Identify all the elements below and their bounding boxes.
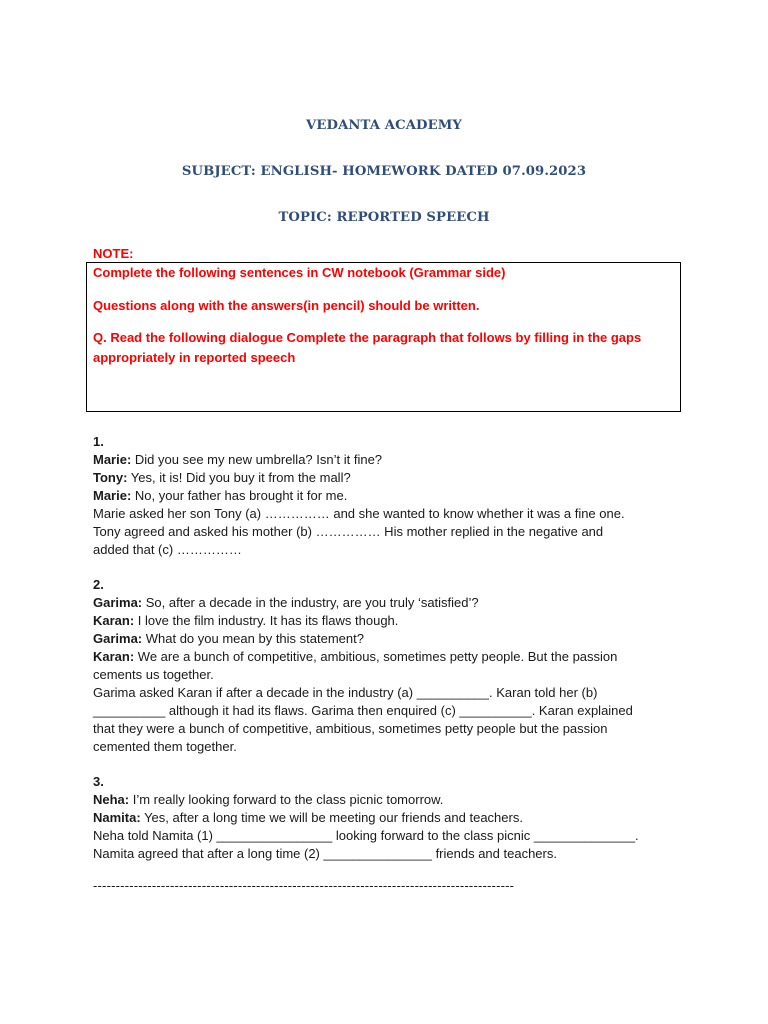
dialogue-line: [93, 469, 351, 487]
speaker: Marie:: [93, 452, 132, 467]
speaker: Karan:: [93, 613, 135, 628]
paragraph-line: Namita agreed that after a long time (2) _______________ friends and teachers.: [93, 846, 557, 861]
subject-heading: SUBJECT: ENGLISH- HOMEWORK DATED 07.09.2023: [181, 164, 587, 179]
paragraph-line: Marie asked her son Tony (a) …………… and she wanted to know whether it was a fine one.: [93, 506, 625, 521]
speech: What do you mean by this statement?: [142, 631, 364, 646]
paragraph-line: Garima asked Karan if after a decade in the industry (a) __________. Karan told her (b): [93, 685, 598, 700]
speaker: Garima:: [93, 595, 143, 610]
dialogue-line: [93, 648, 617, 666]
dialogue-line: [93, 612, 398, 630]
note-line: appropriately in reported speech: [93, 350, 296, 365]
speech: I love the film industry. It has its flaws though.: [134, 613, 399, 628]
speech: We are a bunch of competitive, ambitious, sometimes petty people. But the passion: [134, 649, 618, 664]
speaker: Namita:: [93, 810, 141, 825]
speech: Yes, it is! Did you buy it from the mall?: [127, 470, 351, 485]
note-box: [86, 262, 681, 412]
paragraph-line: cemented them together.: [93, 739, 237, 754]
speaker: Karan:: [93, 649, 135, 664]
note-line: Q. Read the following dialogue Complete the paragraph that follows by filling in the gaps: [93, 330, 642, 345]
question-number: 1.: [93, 434, 104, 449]
school-title: VEDANTA ACADEMY: [306, 118, 462, 133]
speaker: Marie:: [93, 488, 132, 503]
speech: Did you see my new umbrella? Isn’t it fine?: [131, 452, 383, 467]
paragraph-line: Neha told Namita (1) ________________ looking forward to the class picnic ______________.: [93, 828, 639, 843]
note-line: Questions along with the answers(in pencil) should be written.: [93, 298, 480, 313]
dialogue-line: [93, 809, 523, 827]
dialogue-line: cements us together.: [93, 667, 214, 682]
speech: Yes, after a long time we will be meeting our friends and teachers.: [140, 810, 523, 825]
question-number: 2.: [93, 577, 104, 592]
paragraph-line: that they were a bunch of competitive, ambitious, sometimes petty people but the passion: [93, 721, 608, 736]
note-line: Complete the following sentences in CW notebook (Grammar side): [93, 265, 506, 280]
question-number: 3.: [93, 774, 104, 789]
speech: I’m really looking forward to the class picnic tomorrow.: [129, 792, 444, 807]
speaker: Neha:: [93, 792, 130, 807]
note-label: NOTE:: [93, 246, 134, 261]
speech: No, your father has brought it for me.: [131, 488, 348, 503]
dialogue-line: [93, 630, 364, 648]
dialogue-line: [93, 791, 443, 809]
paragraph-line: added that (c) ……………: [93, 542, 242, 557]
topic-heading: TOPIC: REPORTED SPEECH: [278, 210, 490, 225]
speaker: Garima:: [93, 631, 143, 646]
dialogue-line: [93, 594, 479, 612]
dialogue-line: [93, 451, 382, 469]
speech: So, after a decade in the industry, are you truly ‘satisfied’?: [142, 595, 479, 610]
paragraph-line: __________ although it had its flaws. Garima then enquired (c) __________. Karan explained: [93, 703, 633, 718]
paragraph-line: Tony agreed and asked his mother (b) …………… His mother replied in the negative and: [93, 524, 604, 539]
divider-line: ---------------------------------------------------------------------------------------------: [93, 878, 515, 893]
dialogue-line: [93, 487, 347, 505]
speaker: Tony:: [93, 470, 128, 485]
